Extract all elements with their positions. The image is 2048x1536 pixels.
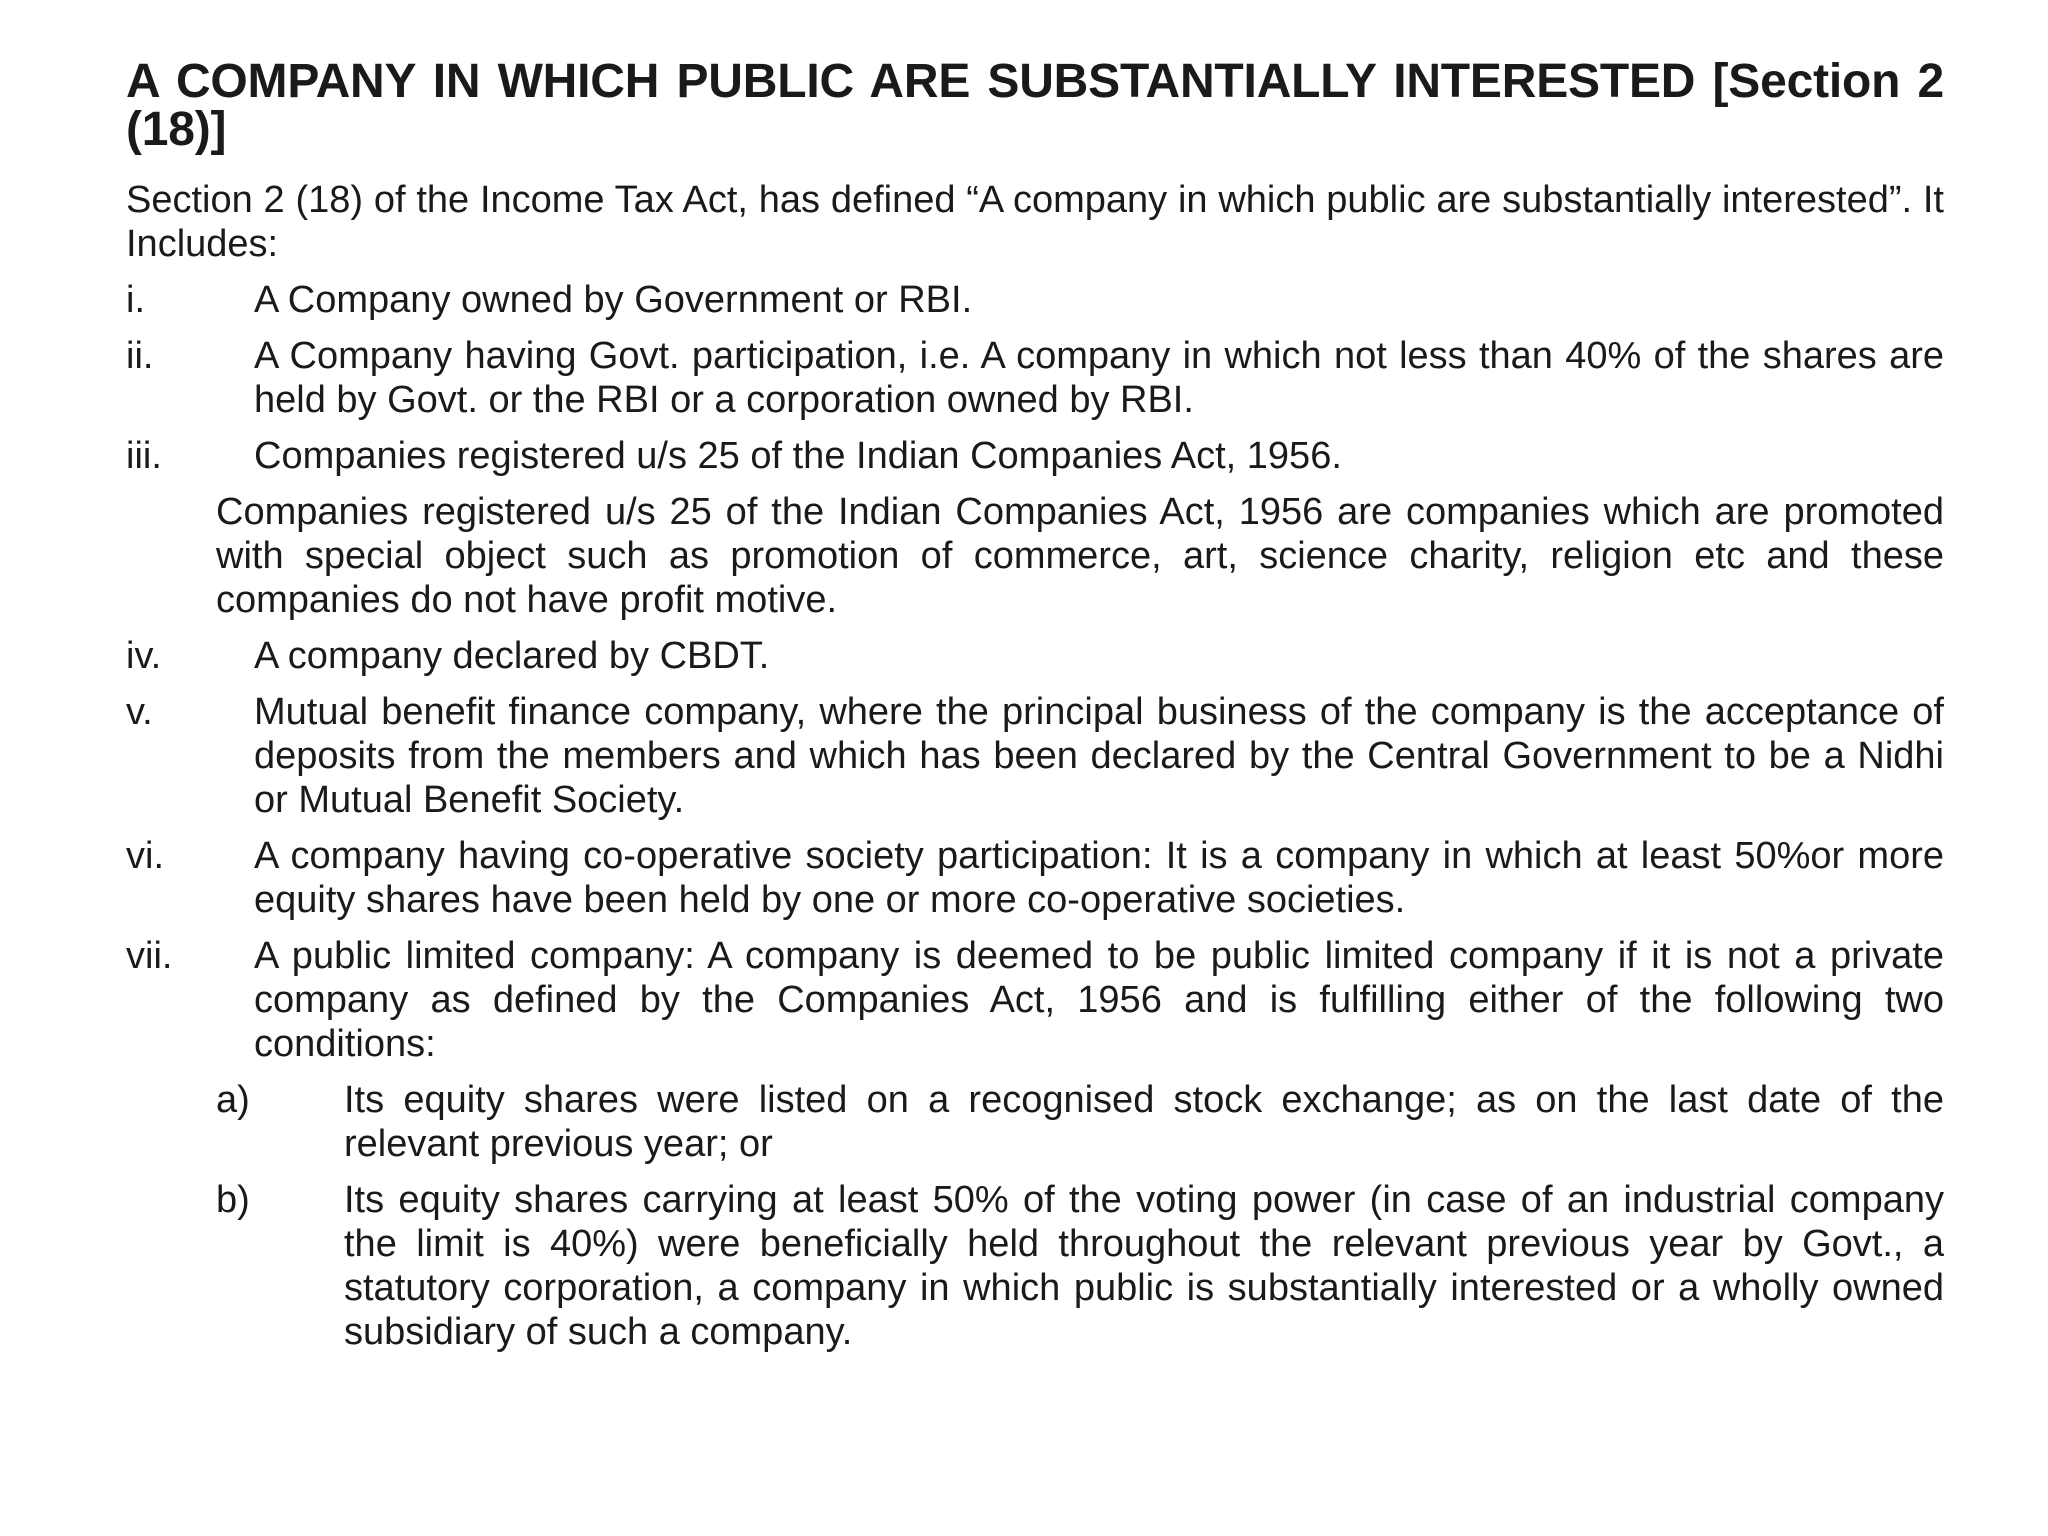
list-item-text: A Company having Govt. participation, i.e. A company in which not less than 40% of the shares are held by Govt. or the RBI or a corporation owned by RBI. xyxy=(254,335,1944,421)
list-item-number: ii. xyxy=(126,335,154,377)
intro-paragraph: Section 2 (18) of the Income Tax Act, has defined “A company in which public are substantially interested”. It Includes: xyxy=(126,179,1944,265)
list-item-i xyxy=(126,278,1944,322)
sub-item-b xyxy=(216,1178,1944,1354)
slide-title: A COMPANY IN WHICH PUBLIC ARE SUBSTANTIALLY INTERESTED [Section 2 (18)] xyxy=(126,55,1944,156)
sub-item-number: a) xyxy=(216,1079,250,1121)
list-item-text: A company declared by CBDT. xyxy=(254,635,770,677)
list-item-text: A company having co-operative society participation: It is a company in which at least 50%or more equity shares have been held by one or more co-operative societies. xyxy=(254,835,1944,921)
list-item-vi xyxy=(126,834,1944,922)
item-iii-explanation: Companies registered u/s 25 of the Indian Companies Act, 1956 are companies which are promoted with special object such as promotion of commerce, art, science charity, religion etc and these companies do not have profit motive. xyxy=(216,491,1944,621)
list-item-text: Companies registered u/s 25 of the Indian Companies Act, 1956. xyxy=(254,435,1342,477)
list-item-number: iii. xyxy=(126,435,162,477)
list-item-number: vi. xyxy=(126,835,164,877)
list-item-ii xyxy=(126,334,1944,422)
sub-item-number: b) xyxy=(216,1179,250,1221)
list-item-number: v. xyxy=(126,691,153,733)
list-item-v xyxy=(126,690,1944,822)
list-item-number: i. xyxy=(126,279,145,321)
list-item-number: iv. xyxy=(126,635,162,677)
list-item-text: Mutual benefit finance company, where the principal business of the company is the acceptance of deposits from the members and which has been declared by the Central Government to be a Nidhi or Mutual Benefit Society. xyxy=(254,691,1944,821)
list-item-number: vii. xyxy=(126,935,173,977)
sub-item-text: Its equity shares were listed on a recognised stock exchange; as on the last date of the relevant previous year; or xyxy=(344,1079,1944,1165)
list-item-iv xyxy=(126,634,1944,678)
list-item-iii xyxy=(126,434,1944,478)
sub-item-a xyxy=(216,1078,1944,1166)
list-item-text: A Company owned by Government or RBI. xyxy=(254,279,973,321)
list-item-text: A public limited company: A company is deemed to be public limited company if it is not a private company as defined by the Companies Act, 1956 and is fulfilling either of the following two conditions: xyxy=(254,935,1944,1065)
sub-item-text: Its equity shares carrying at least 50% of the voting power (in case of an industrial company the limit is 40%) were beneficially held throughout the relevant previous year by Govt., a statutory corporation, a company in which public is substantially interested or a wholly owned subsidiary of such a company. xyxy=(344,1179,1944,1353)
slide-content xyxy=(126,55,1944,1366)
list-item-vii xyxy=(126,934,1944,1066)
